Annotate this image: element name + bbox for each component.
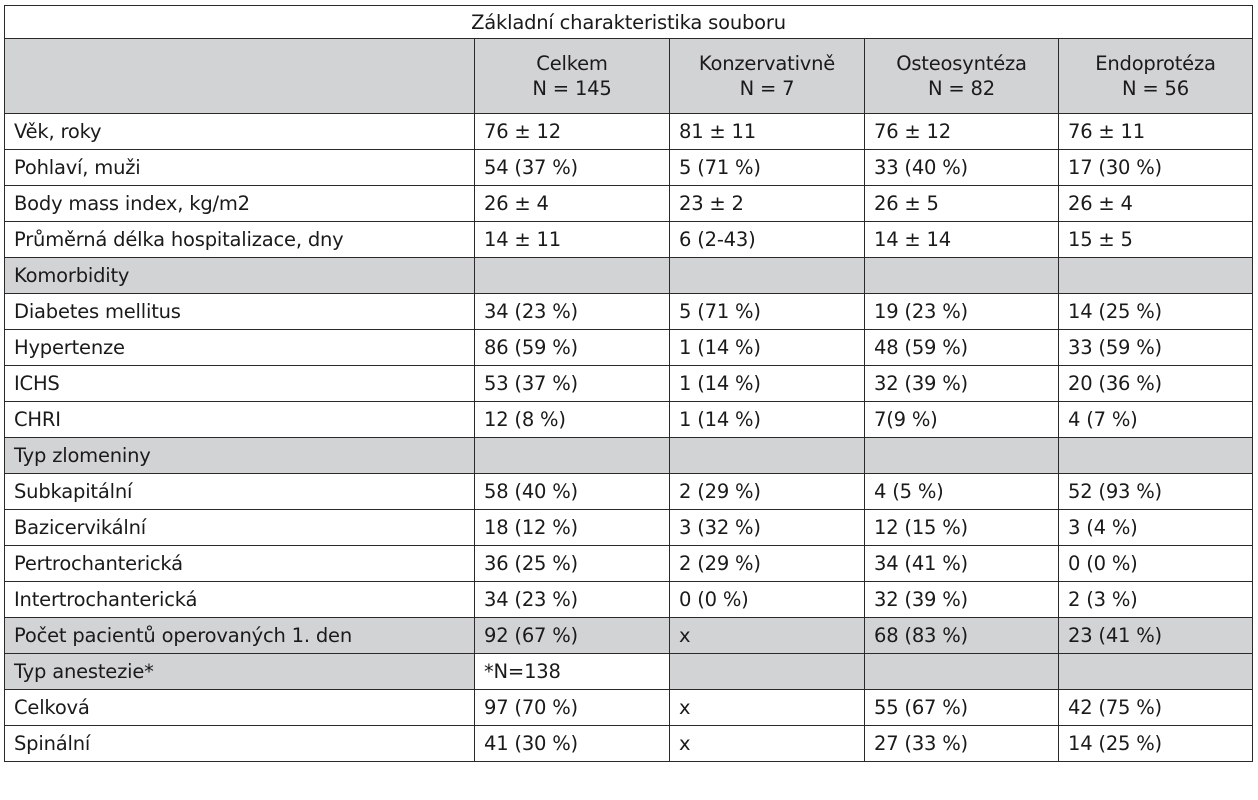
table-cell: 18 (12 %): [475, 510, 670, 546]
table-cell: 23 (41 %): [1059, 618, 1253, 654]
table-cell: 1 (14 %): [670, 366, 865, 402]
table-cell: 6 (2-43): [670, 222, 865, 258]
table-cell: [865, 438, 1059, 474]
table-cell: 41 (30 %): [475, 726, 670, 762]
table-body: [5, 114, 1253, 762]
table-cell: 76 ± 12: [865, 114, 1059, 150]
table-cell: 48 (59 %): [865, 330, 1059, 366]
table-cell: 3 (4 %): [1059, 510, 1253, 546]
table-cell: x: [670, 618, 865, 654]
table-row: [5, 186, 1253, 222]
table-cell: 34 (41 %): [865, 546, 1059, 582]
table-cell: 5 (71 %): [670, 294, 865, 330]
table-row: [5, 402, 1253, 438]
table-cell: [865, 654, 1059, 690]
table-cell: 4 (7 %): [1059, 402, 1253, 438]
corner-header-cell: [5, 39, 475, 114]
table-cell: 12 (8 %): [475, 402, 670, 438]
column-n: N = 82: [928, 77, 995, 100]
row-label: Počet pacientů operovaných 1. den: [5, 618, 475, 654]
table-cell: 68 (83 %): [865, 618, 1059, 654]
table-cell: [670, 258, 865, 294]
table-cell: 0 (0 %): [1059, 546, 1253, 582]
table-cell: 20 (36 %): [1059, 366, 1253, 402]
row-label: CHRI: [5, 402, 475, 438]
section-row: [5, 438, 1253, 474]
table-title: Základní charakteristika souboru: [5, 6, 1253, 39]
column-n: N = 7: [739, 77, 795, 100]
table-cell: 26 ± 4: [475, 186, 670, 222]
table-cell: 12 (15 %): [865, 510, 1059, 546]
table-cell: x: [670, 690, 865, 726]
section-label: Typ zlomeniny: [5, 438, 475, 474]
table-cell: 2 (29 %): [670, 546, 865, 582]
section-row: [5, 258, 1253, 294]
table-cell: 1 (14 %): [670, 330, 865, 366]
row-label: Diabetes mellitus: [5, 294, 475, 330]
table-cell: 0 (0 %): [670, 582, 865, 618]
table-cell: 42 (75 %): [1059, 690, 1253, 726]
table-cell: 26 ± 4: [1059, 186, 1253, 222]
table-cell: 34 (23 %): [475, 582, 670, 618]
table-cell: 1 (14 %): [670, 402, 865, 438]
table-cell: 53 (37 %): [475, 366, 670, 402]
table-cell: 3 (32 %): [670, 510, 865, 546]
table-cell: 33 (40 %): [865, 150, 1059, 186]
table-cell: 23 ± 2: [670, 186, 865, 222]
table-row: [5, 510, 1253, 546]
section-label: Komorbidity: [5, 258, 475, 294]
table-row: [5, 582, 1253, 618]
column-header-osteosynteza: [865, 39, 1059, 114]
table-cell: 2 (3 %): [1059, 582, 1253, 618]
table-cell: 15 ± 5: [1059, 222, 1253, 258]
column-n: N = 56: [1122, 77, 1189, 100]
table-cell: 14 (25 %): [1059, 294, 1253, 330]
table-cell: 34 (23 %): [475, 294, 670, 330]
table-cell: 4 (5 %): [865, 474, 1059, 510]
table-row: [5, 222, 1253, 258]
section-row: [5, 654, 1253, 690]
row-label: Bazicervikální: [5, 510, 475, 546]
table-cell: 14 ± 14: [865, 222, 1059, 258]
table-cell: 76 ± 11: [1059, 114, 1253, 150]
column-label: Celkem: [536, 51, 608, 75]
row-label: Spinální: [5, 726, 475, 762]
table-cell: 36 (25 %): [475, 546, 670, 582]
row-label: Průměrná délka hospitalizace, dny: [5, 222, 475, 258]
table-cell: 52 (93 %): [1059, 474, 1253, 510]
table-cell: 27 (33 %): [865, 726, 1059, 762]
table-cell: 14 ± 11: [475, 222, 670, 258]
table-cell: 76 ± 12: [475, 114, 670, 150]
table-row: [5, 150, 1253, 186]
table-cell: 19 (23 %): [865, 294, 1059, 330]
row-label: Intertrochanterická: [5, 582, 475, 618]
column-n: N = 145: [532, 77, 612, 100]
column-header-row: [5, 39, 1253, 114]
table-row: [5, 366, 1253, 402]
table-cell: 86 (59 %): [475, 330, 670, 366]
row-label: Pohlaví, muži: [5, 150, 475, 186]
table-cell: 58 (40 %): [475, 474, 670, 510]
table-cell: [1059, 438, 1253, 474]
table-cell: [1059, 654, 1253, 690]
table-cell: 14 (25 %): [1059, 726, 1253, 762]
row-label: Celková: [5, 690, 475, 726]
table-cell: [670, 654, 865, 690]
table-row: [5, 726, 1253, 762]
table-cell: 7(9 %): [865, 402, 1059, 438]
table-cell: 97 (70 %): [475, 690, 670, 726]
row-label: Hypertenze: [5, 330, 475, 366]
table-cell: [670, 438, 865, 474]
column-label: Endoprotéza: [1095, 51, 1216, 75]
column-label: Osteosyntéza: [896, 51, 1027, 75]
characteristics-table: [4, 5, 1253, 762]
table-row: [5, 546, 1253, 582]
row-label: Subkapitální: [5, 474, 475, 510]
table-cell: 33 (59 %): [1059, 330, 1253, 366]
table-row: [5, 474, 1253, 510]
table-cell: [475, 258, 670, 294]
table-cell: [865, 258, 1059, 294]
column-header-endoproteza: [1059, 39, 1253, 114]
table-row: [5, 690, 1253, 726]
section-label: Typ anestezie*: [5, 654, 475, 690]
table-row: [5, 618, 1253, 654]
table-cell: 26 ± 5: [865, 186, 1059, 222]
row-label: Pertrochanterická: [5, 546, 475, 582]
table-cell: 81 ± 11: [670, 114, 865, 150]
table-cell: 32 (39 %): [865, 582, 1059, 618]
column-header-konzervativne: [670, 39, 865, 114]
table-cell: x: [670, 726, 865, 762]
row-label: Body mass index, kg/m2: [5, 186, 475, 222]
table-cell: 5 (71 %): [670, 150, 865, 186]
column-label: Konzervativně: [698, 51, 836, 75]
row-label: Věk, roky: [5, 114, 475, 150]
table-cell: 55 (67 %): [865, 690, 1059, 726]
table-row: [5, 330, 1253, 366]
row-label: ICHS: [5, 366, 475, 402]
table-row: [5, 294, 1253, 330]
table-cell: [1059, 258, 1253, 294]
table-cell: 17 (30 %): [1059, 150, 1253, 186]
table-row: [5, 114, 1253, 150]
column-header-celkem: [475, 39, 670, 114]
table-cell: 54 (37 %): [475, 150, 670, 186]
table-cell: [475, 438, 670, 474]
title-row: [5, 6, 1253, 39]
table-cell: 2 (29 %): [670, 474, 865, 510]
table-cell: 32 (39 %): [865, 366, 1059, 402]
table-cell: 92 (67 %): [475, 618, 670, 654]
table-cell: *N=138: [475, 654, 670, 690]
